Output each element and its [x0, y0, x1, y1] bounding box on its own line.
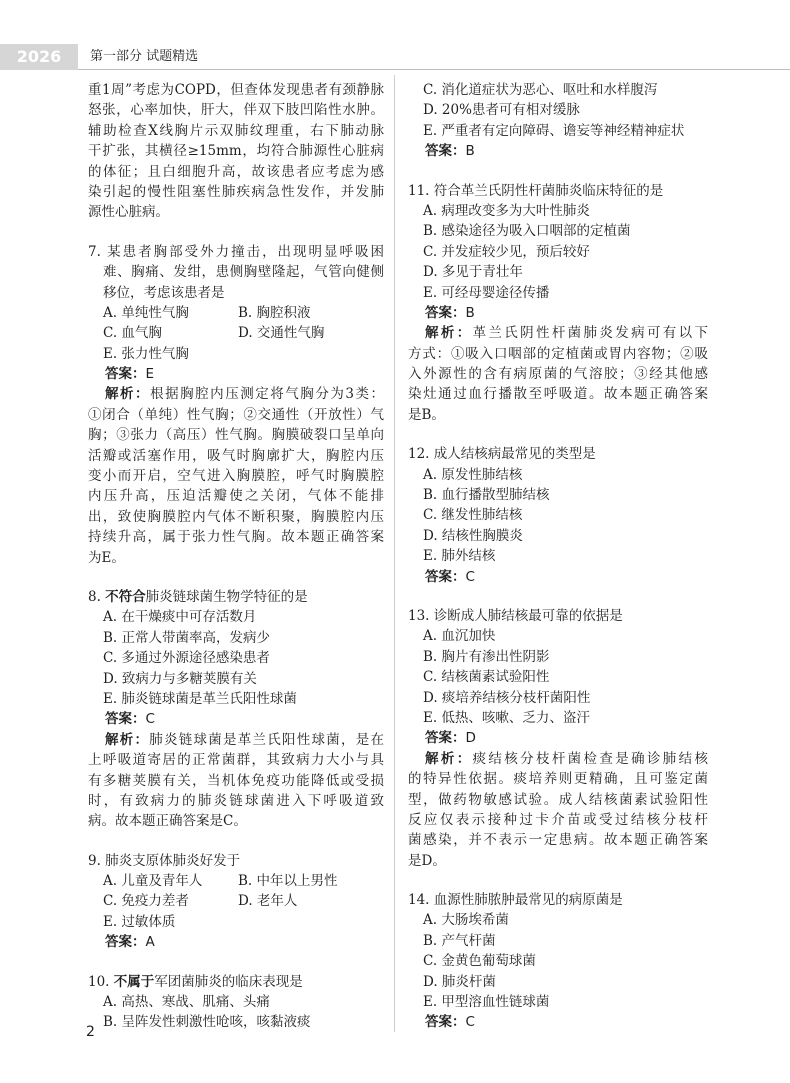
- analysis-line: [408, 749, 708, 769]
- option-c: C. 消化道症状为恶心、呕吐和水样腹泻: [423, 82, 658, 98]
- analysis-line: 反应仅表示接种过卡介苗或受过结核分枝杆: [408, 811, 708, 828]
- answer-line: [408, 567, 708, 587]
- option-d: D. 结核性胸膜炎: [423, 527, 523, 544]
- answer-line: [88, 709, 384, 729]
- negation-emphasis: 不符合: [105, 588, 146, 605]
- question-stem: 9. 肺炎支原体肺炎好发于: [88, 852, 241, 869]
- option-c: C. 多通过外源途径感染患者: [103, 650, 270, 667]
- analysis-line: 型，做药物敏感试验。成人结核菌素试验阳性: [408, 791, 708, 808]
- negation-emphasis: 不属于: [113, 973, 155, 990]
- option-row: [88, 871, 384, 891]
- option-e: E. 肺炎链球菌是革兰氏阳性球菌: [103, 690, 297, 707]
- analysis-line: 活瓣或活塞作用，吸气时胸廓扩大，胸腔内压: [88, 447, 384, 464]
- analysis-line: 是D。: [408, 852, 446, 869]
- option-b: B. 正常人带菌率高，发病少: [103, 629, 271, 646]
- option-a: A. 血沉加快: [423, 628, 496, 645]
- question-stem: 7. 某患者胸部受外力撞击，出现明显呼吸困: [88, 243, 384, 260]
- option-b: B. 中年以上男性: [238, 873, 338, 890]
- answer-label: 答案：: [425, 304, 466, 321]
- question-number: 10.: [88, 973, 114, 990]
- page-number: 2: [86, 1024, 95, 1040]
- answer-label: 答案：: [425, 730, 466, 747]
- option-a: A. 高热、寒战、肌痛、头痛: [103, 994, 270, 1011]
- year-badge: 2026: [0, 44, 78, 70]
- analysis-line: 的特异性依据。痰培养则更精确，且可鉴定菌: [408, 771, 708, 788]
- analysis-line: 胸；③张力（高压）性气胸。胸膜破裂口呈单向: [88, 427, 384, 444]
- answer-value: B: [465, 304, 475, 321]
- analysis-text: 痰结核分枝杆菌检查是确诊肺结核: [472, 750, 709, 767]
- question-stem: 移位，考虑该患者是: [103, 284, 225, 301]
- option-a: A. 在干燥痰中可存活数月: [103, 609, 257, 626]
- analysis-line: 方式：①吸入口咽部的定植菌或胃内容物；②吸: [408, 345, 708, 362]
- text-line: 干扩张，其横径≥15mm，均符合肺源性心脏病: [88, 143, 384, 160]
- analysis-line: 时，有致病力的肺炎链球菌进入下呼吸道致: [88, 792, 384, 809]
- answer-line: [88, 932, 384, 952]
- question-9: [88, 851, 384, 953]
- option-b: B. 产气杆菌: [423, 932, 496, 949]
- text-line: 染引起的慢性阻塞性肺疾病急性发作，并发肺: [88, 183, 384, 200]
- analysis-line: 入外源性的含有病原菌的气溶胶；③经其他感: [408, 366, 708, 383]
- option-c: C. 免疫力差者: [103, 893, 189, 910]
- option-d: D. 多见于青壮年: [423, 264, 523, 281]
- option-d: D. 老年人: [238, 893, 298, 910]
- right-column: [408, 80, 708, 1033]
- analysis-line: [408, 323, 708, 343]
- analysis-label: 解析：: [105, 731, 150, 748]
- answer-line: [408, 1012, 708, 1032]
- answer-value: B: [465, 143, 475, 160]
- answer-line: [408, 141, 708, 161]
- question-14: [408, 890, 708, 1033]
- option-c: C. 继发性肺结核: [423, 507, 523, 524]
- analysis-line: 有多糖荚膜有关，当机体免疫功能降低或受损: [88, 772, 384, 789]
- option-b: B. 感染途径为吸入口咽部的定植菌: [423, 223, 631, 240]
- option-e: E. 可经母婴途径传播: [423, 284, 550, 301]
- analysis-text: 革兰氏阴性杆菌肺炎发病可有以下: [472, 325, 709, 342]
- option-d: D. 致病力与多糖荚膜有关: [103, 670, 257, 687]
- question-stem: 11. 符合革兰氏阴性杆菌肺炎临床特征的是: [408, 182, 664, 199]
- question-text: 军团菌肺炎的临床表现是: [154, 973, 303, 990]
- answer-label: 答案：: [105, 711, 146, 728]
- option-a: A. 大肠埃希菌: [423, 912, 509, 929]
- option-d: D. 交通性气胸: [238, 325, 325, 342]
- intro-explanation: [88, 80, 384, 223]
- option-c: C. 并发症较少见，预后较好: [423, 243, 590, 260]
- answer-line: [408, 303, 708, 323]
- analysis-line: ①闭合（单纯）性气胸；②交通性（开放性）气: [88, 406, 384, 423]
- option-e: E. 过敏体质: [103, 913, 176, 930]
- question-7: [88, 242, 384, 568]
- option-c: C. 结核菌素试验阳性: [423, 669, 550, 686]
- analysis-line: 内压升高，压迫活瓣使之关闭，气体不能排: [88, 488, 384, 505]
- section-title: 第一部分 试题精选: [90, 49, 199, 64]
- analysis-line: [88, 730, 384, 750]
- option-a: A. 原发性肺结核: [423, 466, 523, 483]
- question-11: [408, 181, 708, 426]
- text-line: 怒张，心率加快，肝大，伴双下肢凹陷性水肿。: [88, 102, 384, 119]
- question-10-continued: [408, 80, 708, 162]
- answer-value: C: [145, 711, 155, 728]
- question-text: 肺炎链球菌生物学特征的是: [145, 588, 308, 605]
- question-10: [88, 972, 384, 1033]
- option-b: B. 血行播散型肺结核: [423, 487, 550, 504]
- text-line: 重1周”考虑为COPD，但查体发现患者有颈静脉: [88, 82, 384, 98]
- option-e: E. 甲型溶血性链球菌: [423, 994, 550, 1011]
- question-13: [408, 606, 708, 871]
- question-12: [408, 444, 708, 587]
- option-a: A. 儿童及青年人: [103, 873, 203, 890]
- answer-label: 答案：: [425, 1014, 466, 1031]
- analysis-label: 解析：: [425, 750, 473, 767]
- option-d: D. 20%患者可有相对缓脉: [423, 102, 580, 119]
- option-d: D. 肺炎杆菌: [423, 973, 496, 990]
- option-d: D. 痰培养结核分枝杆菌阳性: [423, 689, 591, 706]
- analysis-line: [88, 384, 384, 404]
- answer-value: D: [465, 730, 476, 747]
- option-e: E. 低热、咳嗽、乏力、盗汗: [423, 709, 590, 726]
- option-c: C. 金黄色葡萄球菌: [423, 953, 536, 970]
- analysis-line: 病。故本题正确答案是C。: [88, 813, 247, 830]
- question-stem: 13. 诊断成人肺结核最可靠的依据是: [408, 607, 623, 624]
- analysis-label: 解析：: [425, 325, 473, 342]
- text-line: 源性心脏病。: [88, 204, 169, 221]
- analysis-line: 持续升高，属于张力性气胸。故本题正确答案: [88, 529, 384, 546]
- analysis-line: 菌感染，并不表示一定患病。故本题正确答案: [408, 832, 708, 849]
- question-stem: 14. 血源性肺脓肿最常见的病原菌是: [408, 892, 623, 909]
- text-line: 辅助检查X线胸片示双肺纹理重，右下肺动脉: [88, 122, 384, 139]
- analysis-line: 染灶通过血行播散至呼吸道。故本题正确答案: [408, 386, 708, 403]
- question-stem: 难、胸痛、发绀，患侧胸壁隆起，气管向健侧: [103, 264, 384, 281]
- analysis-line: 出，致使胸膜腔内气体不断积聚，胸膜腔内压: [88, 508, 384, 525]
- answer-label: 答案：: [425, 568, 466, 585]
- option-e: E. 肺外结核: [423, 548, 496, 565]
- column-divider: [394, 75, 395, 1032]
- question-stem: [88, 972, 384, 992]
- option-row: [88, 891, 384, 911]
- option-b: B. 呈阵发性刺激性呛咳，咳黏液痰: [103, 1014, 311, 1031]
- analysis-line: 上呼吸道寄居的正常菌群，其致病力大小与具: [88, 752, 384, 769]
- option-a: A. 病理改变多为大叶性肺炎: [423, 202, 590, 219]
- answer-value: C: [465, 1014, 475, 1031]
- answer-value: E: [145, 366, 155, 383]
- answer-line: [408, 728, 708, 748]
- analysis-label: 解析：: [105, 386, 151, 403]
- text-line: 的体征；且白细胞升高，故该患者应考虑为感: [88, 163, 384, 180]
- option-c: C. 血气胸: [103, 325, 162, 342]
- analysis-line: 为E。: [88, 549, 125, 566]
- left-column: [88, 80, 384, 1033]
- question-stem: 12. 成人结核病最常见的类型是: [408, 446, 596, 463]
- analysis-text: 根据胸腔内压测定将气胸分为3类：: [150, 386, 385, 403]
- option-b: B. 胸片有渗出性阴影: [423, 648, 550, 665]
- question-8: [88, 587, 384, 832]
- answer-value: C: [465, 568, 475, 585]
- answer-label: 答案：: [105, 934, 146, 951]
- analysis-line: 变小而开启，空气进入胸膜腔，呼气时胸膜腔: [88, 468, 384, 485]
- analysis-text: 肺炎链球菌是革兰氏阳性球菌，是在: [149, 731, 384, 748]
- answer-label: 答案：: [425, 143, 466, 160]
- option-e: E. 张力性气胸: [103, 345, 189, 362]
- option-a: A. 单纯性气胸: [103, 304, 189, 321]
- question-stem: [88, 587, 384, 607]
- option-row: [88, 323, 384, 343]
- analysis-line: 是B。: [408, 406, 445, 423]
- answer-label: 答案：: [105, 366, 146, 383]
- option-e: E. 严重者有定向障碍、谵妄等神经精神症状: [423, 122, 685, 139]
- header-rule: [78, 69, 790, 70]
- option-row: [88, 303, 384, 323]
- option-b: B. 胸腔积液: [238, 304, 311, 321]
- answer-line: [88, 364, 384, 384]
- question-number: 8.: [88, 588, 106, 605]
- answer-value: A: [145, 934, 155, 951]
